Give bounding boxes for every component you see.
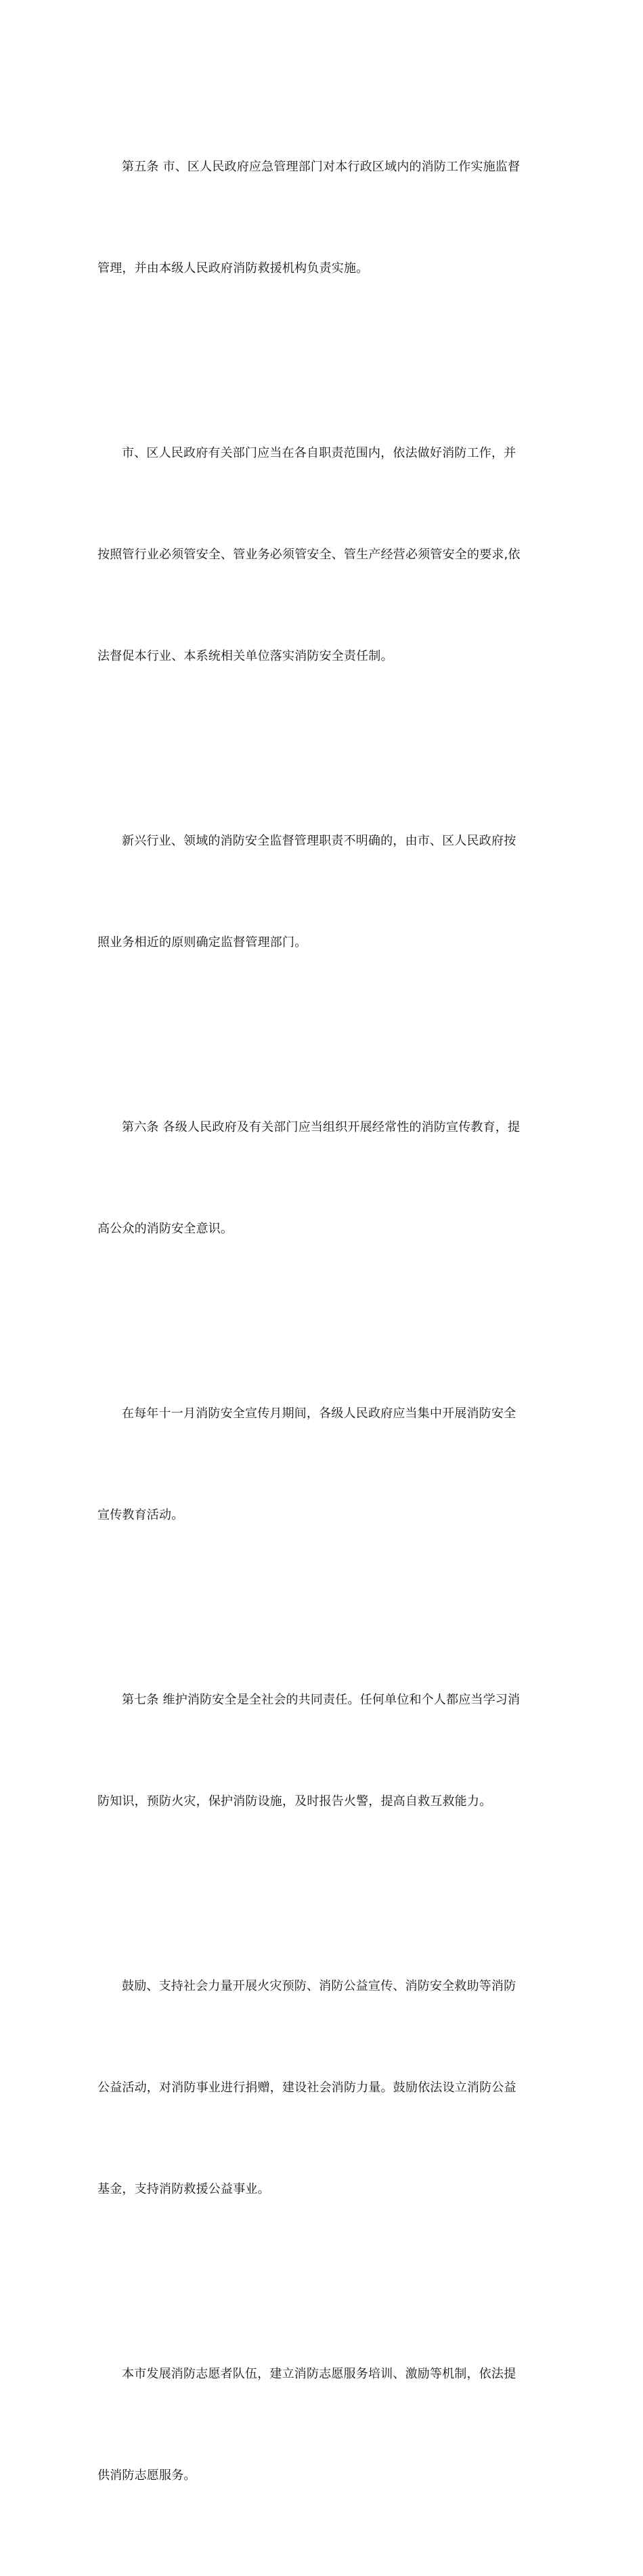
text-line: 高公众的消防安全意识。 — [97, 1222, 234, 1236]
text-line: 市、区人民政府有关部门应当在各自职责范围内，依法做好消防工作，并 — [122, 446, 516, 460]
article-6-paragraph — [97, 1043, 544, 1314]
text-line: 鼓励、支持社会力量开展火灾预防、消防公益宣传、消防安全救助等消防 — [122, 1979, 516, 1993]
text-line: 法督促本行业、本系统相关单位落实消防安全责任制。 — [97, 649, 393, 663]
safety-month-paragraph — [97, 1329, 544, 1600]
text-line: 第七条 维护消防安全是全社会的共同责任。任何单位和个人都应当学习消 — [122, 1693, 520, 1707]
text-line: 防知识，预防火灾，保护消防设施，及时报告火警，提高自救互救能力。 — [97, 1794, 492, 1808]
text-line: 新兴行业、领域的消防安全监督管理职责不明确的，由市、区人民政府按 — [122, 834, 516, 848]
emerging-industries-paragraph — [97, 757, 544, 1027]
document-body — [97, 83, 544, 2576]
text-line: 供消防志愿服务。 — [97, 2468, 196, 2483]
text-line: 第六条 各级人民政府及有关部门应当组织开展经常性的消防宣传教育，提 — [122, 1120, 520, 1134]
text-line: 宣传教育活动。 — [97, 1508, 184, 1522]
departments-duty-paragraph — [97, 369, 544, 741]
text-line: 在每年十一月消防安全宣传月期间，各级人民政府应当集中开展消防安全 — [122, 1406, 516, 1421]
text-line: 管理，并由本级人民政府消防救援机构负责实施。 — [97, 261, 369, 275]
article-5-paragraph — [97, 83, 544, 353]
text-line: 本市发展消防志愿者队伍，建立消防志愿服务培训、激励等机制，依法提 — [122, 2367, 516, 2381]
text-line: 基金，支持消防救援公益事业。 — [97, 2182, 270, 2196]
volunteer-paragraph — [97, 2290, 544, 2560]
text-line: 公益活动，对消防事业进行捐赠，建设社会消防力量。鼓励依法设立消防公益 — [97, 2081, 516, 2095]
text-line: 照业务相近的原则确定监督管理部门。 — [97, 935, 307, 950]
social-support-paragraph — [97, 1902, 544, 2274]
article-7-paragraph — [97, 1616, 544, 1886]
text-line: 按照管行业必须管安全、管业务必须管安全、管生产经营必须管安全的要求,依 — [97, 548, 520, 562]
text-line: 第五条 市、区人民政府应急管理部门对本行政区域内的消防工作实施监督 — [122, 160, 520, 174]
